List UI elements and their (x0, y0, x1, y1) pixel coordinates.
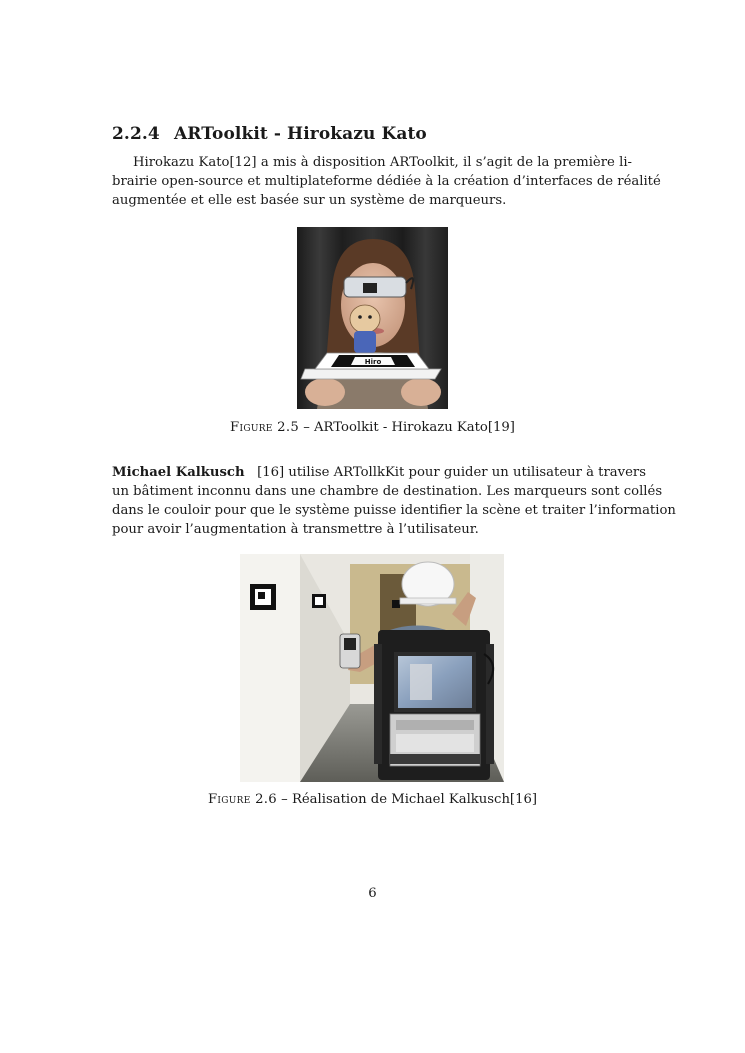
paragraph-line: Hirokazu Kato[12] a mis à disposition ARToolkit, il s’agit de la première li- (133, 155, 632, 170)
artoolkit-photo (297, 227, 448, 409)
paragraph-kalkusch (112, 463, 676, 539)
figure-image-kalkusch (240, 554, 504, 782)
paragraph-artoolkit-intro (112, 153, 661, 210)
paragraph-line: augmentée et elle est basée sur un système de marqueurs. (112, 193, 507, 208)
paragraph-line: brairie open-source et multiplateforme dédiée à la création d’interfaces de réalité (112, 174, 661, 189)
kalkusch-photo (240, 554, 504, 782)
paragraph-lead: Michael Kalkusch (112, 465, 245, 480)
marker-label: Hiro (364, 358, 382, 366)
page-number: 6 (368, 886, 377, 901)
section-title-text: ARToolkit - Hirokazu Kato (174, 124, 427, 144)
section-number: 2.2.4 (112, 124, 160, 144)
caption-separator: – (276, 792, 292, 807)
paragraph-line: pour avoir l’augmentation à transmettre à l’utilisateur. (112, 522, 479, 537)
figure-caption-2-5 (0, 420, 745, 435)
figure-caption-2-6 (0, 792, 745, 807)
paragraph-line-rest: [16] utilise ARTollkKit pour guider un utilisateur à travers (257, 465, 646, 480)
caption-text: Réalisation de Michael Kalkusch[16] (291, 792, 538, 807)
figure-image-artoolkit-demo (297, 227, 448, 409)
paragraph-line: un bâtiment inconnu dans une chambre de destination. Les marqueurs sont collés (112, 484, 663, 499)
paragraph-line (112, 463, 646, 482)
paragraph-line: dans le couloir pour que le système puisse identifier la scène et traiter l’information (112, 503, 676, 518)
caption-text: ARToolkit - Hirokazu Kato[19] (314, 420, 515, 435)
figure-label: Figure 2.6 (207, 792, 277, 807)
section-heading (112, 124, 427, 144)
caption-separator: – (299, 420, 315, 435)
figure-label: Figure 2.5 (230, 420, 300, 435)
